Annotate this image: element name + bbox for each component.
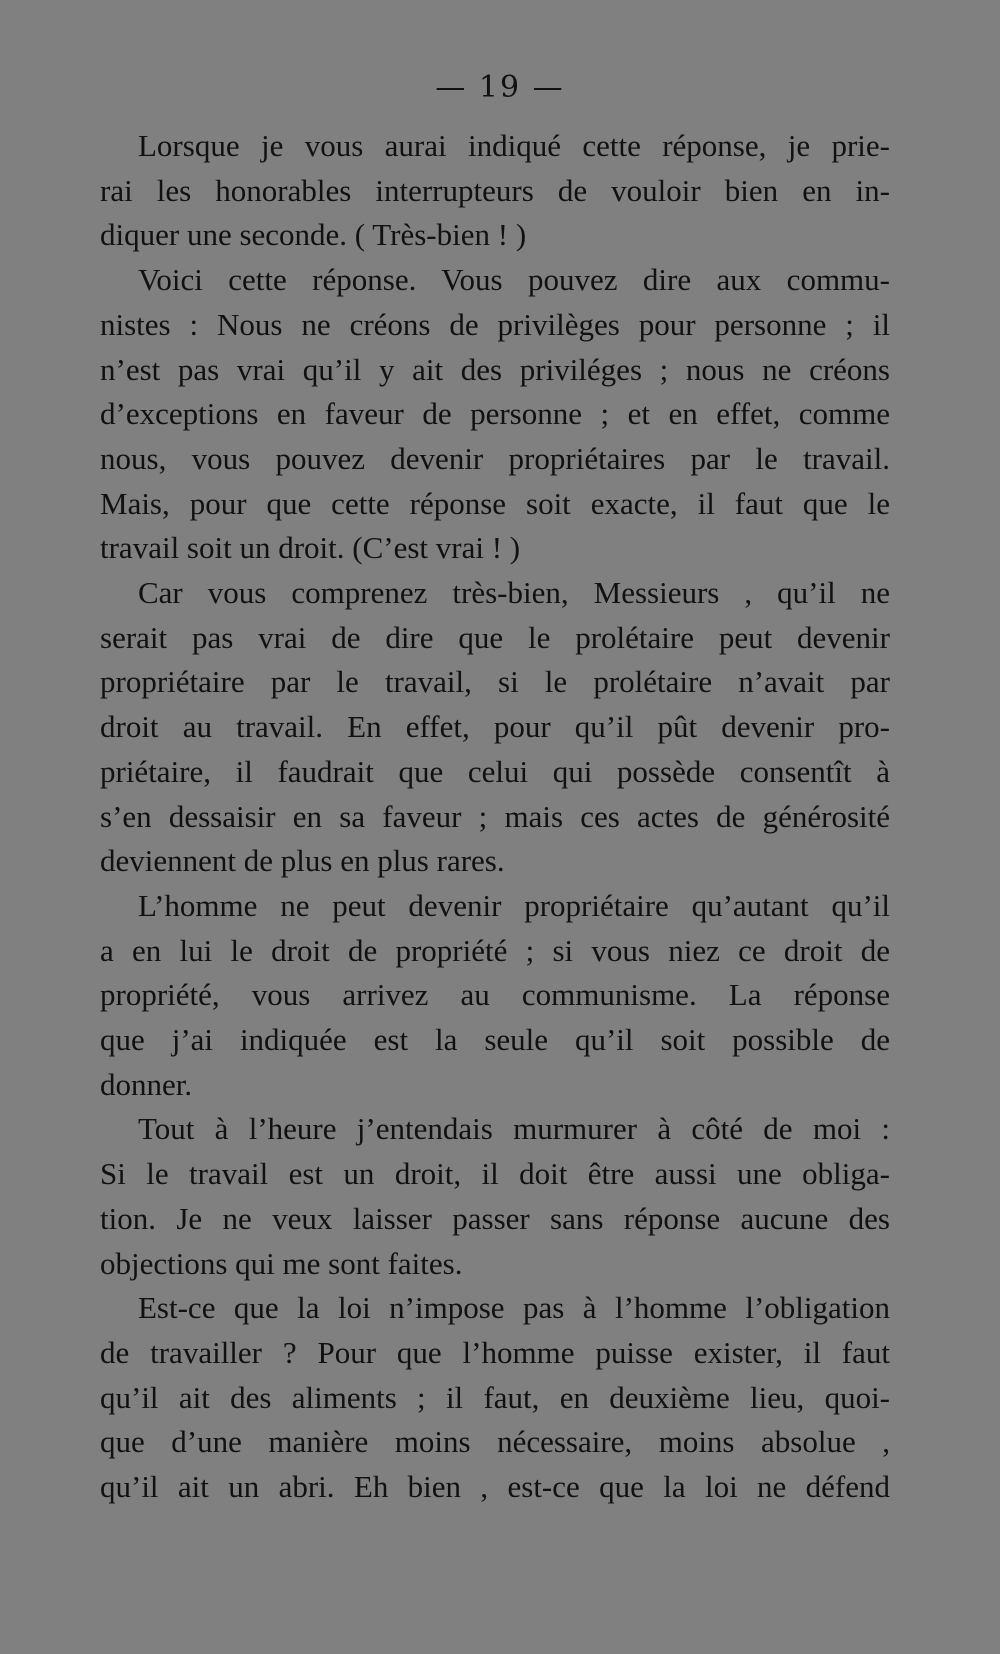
text-line: travail soit un droit. (C’est vrai ! ): [100, 530, 521, 566]
text-line: rai les honorables interrupteurs de vouloir bien en in-: [100, 172, 890, 208]
text-line: objections qui me sont faites.: [100, 1245, 463, 1281]
text-line: Lorsque je vous aurai indiqué cette réponse, je prie-: [138, 128, 890, 163]
text-line: n’est pas vrai qu’il y ait des priviléges ; nous ne créons: [100, 351, 890, 387]
text-line: d’exceptions en faveur de personne ; et en effet, comme: [100, 396, 890, 432]
text-line: propriété, vous arrivez au communisme. La réponse: [100, 977, 890, 1013]
text-line: Mais, pour que cette réponse soit exacte, il faut que le: [100, 485, 890, 521]
text-line: Tout à l’heure j’entendais murmurer à côté de moi :: [138, 1111, 890, 1147]
text-line: tion. Je ne veux laisser passer sans réponse aucune des: [100, 1200, 890, 1236]
text-line: qu’il ait un abri. Eh bien , est-ce que la loi ne défend: [100, 1469, 890, 1505]
text-line: s’en dessaisir en sa faveur ; mais ces actes de générosité: [100, 798, 890, 834]
text-line: donner.: [100, 1066, 193, 1102]
text-line: priétaire, il faudrait que celui qui possède consentît à: [100, 753, 890, 789]
text-line: propriétaire par le travail, si le prolétaire n’avait par: [100, 664, 890, 700]
text-line: deviennent de plus en plus rares.: [100, 843, 505, 879]
text-line: Car vous comprenez très-bien, Messieurs , qu’il ne: [138, 575, 890, 611]
text-line: Si le travail est un droit, il doit être aussi une obliga-: [100, 1156, 890, 1192]
text-line: nous, vous pouvez devenir propriétaires par le travail.: [100, 440, 890, 476]
text-line: serait pas vrai de dire que le prolétaire peut devenir: [100, 619, 890, 655]
text-line: que j’ai indiquée est la seule qu’il soit possible de: [100, 1022, 890, 1058]
text-line: nistes : Nous ne créons de privilèges pour personne ; il: [100, 306, 890, 342]
text-line: Voici cette réponse. Vous pouvez dire aux commu-: [138, 262, 890, 298]
text-line: L’homme ne peut devenir propriétaire qu’autant qu’il: [138, 887, 890, 923]
text-line: de travailler ? Pour que l’homme puisse exister, il faut: [100, 1334, 890, 1370]
text-line: a en lui le droit de propriété ; si vous niez ce droit de: [100, 932, 890, 968]
text-line: que d’une manière moins nécessaire, moins absolue ,: [100, 1424, 890, 1460]
text-line: qu’il ait des aliments ; il faut, en deuxième lieu, quoi-: [100, 1379, 890, 1415]
text-line: diquer une seconde. ( Très-bien ! ): [100, 217, 527, 253]
page-number: — 19 —: [435, 70, 565, 105]
text-line: droit au travail. En effet, pour qu’il pût devenir pro-: [100, 709, 890, 745]
body-text: [100, 124, 890, 1510]
text-line: Est-ce que la loi n’impose pas à l’homme l’obligation: [138, 1290, 890, 1326]
